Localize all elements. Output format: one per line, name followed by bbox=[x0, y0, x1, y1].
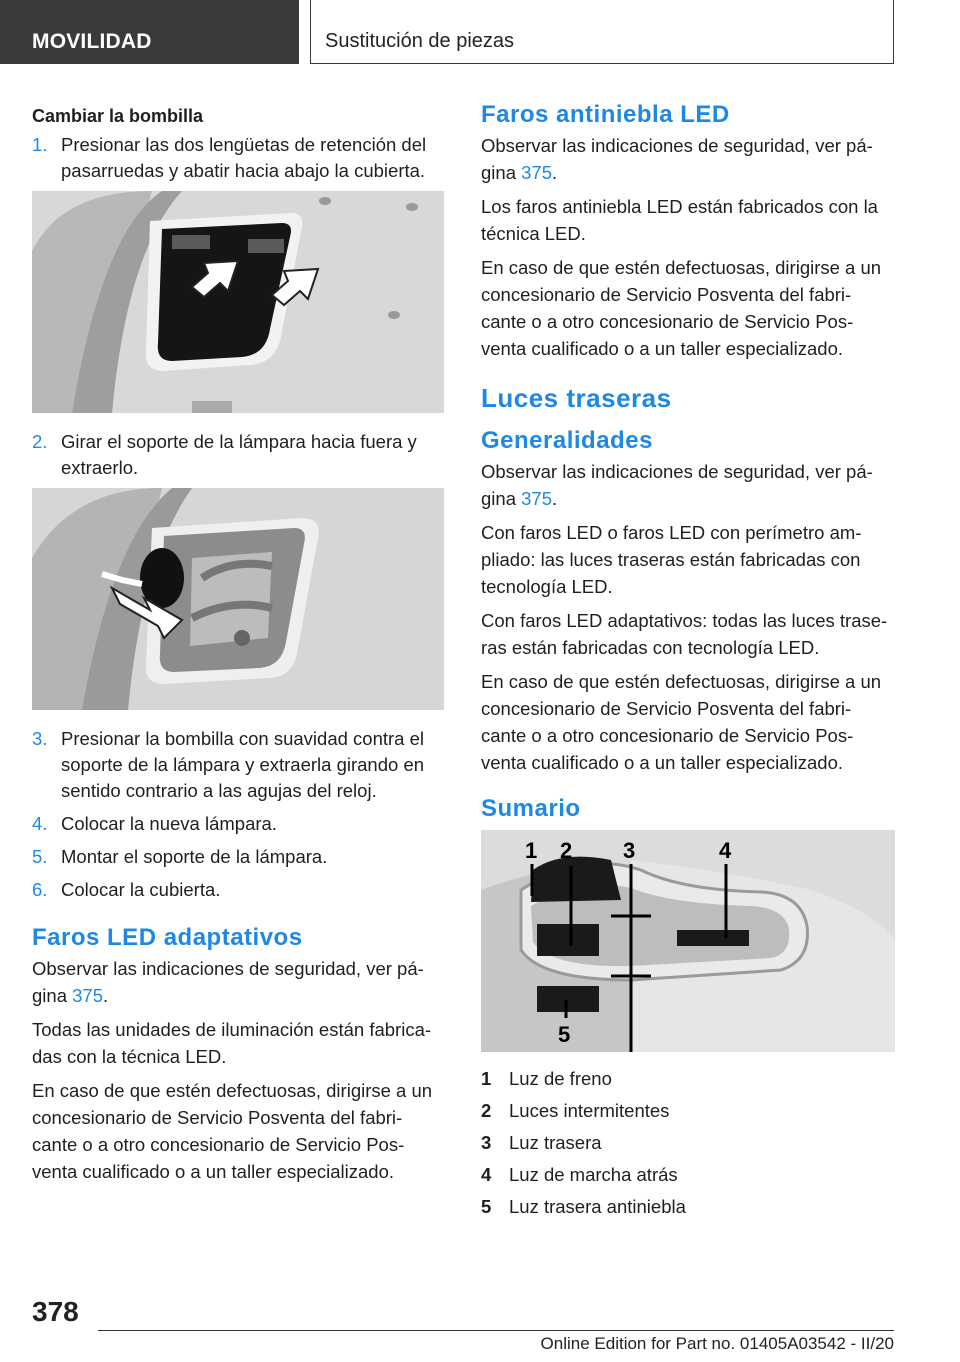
paragraph: En caso de que estén defectuosas, dirigirse a un concesionario de Servicio Posventa del fabri‐cante o a otro concesionario de Servicio Pos‐venta cualificado o a un taller especializado. bbox=[32, 1080, 433, 1182]
legend-text: Luz trasera bbox=[509, 1132, 602, 1153]
header-title-box bbox=[310, 0, 894, 64]
step-item bbox=[32, 877, 444, 903]
paragraph: En caso de que estén defectuosas, dirigirse a un concesionario de Servicio Posventa del fabri‐cante o a otro concesionario de Servicio Pos‐venta cualificado o a un taller especializado. bbox=[481, 671, 882, 773]
step-text: Presionar la bombilla con suavidad contra el soporte de la lámpara y extraerla girando en sentido contrario a las agujas del reloj. bbox=[61, 728, 425, 801]
header-section-tab bbox=[0, 0, 299, 64]
lamp-holder-illustration bbox=[32, 488, 444, 710]
legend-item bbox=[481, 1098, 895, 1124]
safety-text: Observar las indicaciones de seguridad, ver pá‐gina bbox=[481, 135, 873, 183]
legend-number: 4 bbox=[481, 1164, 492, 1185]
safety-text: Observar las indicaciones de seguridad, ver pá‐gina bbox=[32, 958, 424, 1006]
header-section-label: MOVILIDAD bbox=[32, 30, 152, 53]
safety-paragraph bbox=[32, 955, 444, 1009]
legend-text: Luz trasera antiniebla bbox=[509, 1196, 686, 1217]
step-number: 6. bbox=[32, 879, 48, 900]
legend-item bbox=[481, 1130, 895, 1156]
footer-edition: Online Edition for Part no. 01405A03542 - II/20 bbox=[540, 1334, 894, 1353]
page-link[interactable]: 375 bbox=[72, 985, 103, 1006]
callout-2: 2 bbox=[560, 838, 573, 863]
legend-item bbox=[481, 1066, 895, 1092]
step-number: 2. bbox=[32, 431, 48, 452]
right-column bbox=[481, 100, 895, 1226]
legend-number: 3 bbox=[481, 1132, 492, 1153]
step-text: Montar el soporte de la lámpara. bbox=[61, 846, 328, 867]
wheel-arch-cover-illustration bbox=[32, 191, 444, 413]
step-text: Presionar las dos lengüetas de retención del pasarruedas y abatir hacia abajo la cubierta. bbox=[61, 134, 427, 181]
section-title-general: Generalidades bbox=[481, 427, 653, 454]
header-title: Sustitución de piezas bbox=[325, 30, 515, 52]
figure-wheel-arch-cover bbox=[32, 191, 444, 413]
paragraph: En caso de que estén defectuosas, dirigirse a un concesionario de Servicio Posventa del fabri‐cante o a otro concesionario de Servicio Pos‐venta cualificado o a un taller especializado. bbox=[481, 257, 882, 359]
safety-text-end: . bbox=[552, 162, 558, 183]
step-item bbox=[32, 811, 444, 837]
step-text: Girar el soporte de la lámpara hacia fuera y extraerlo. bbox=[61, 431, 417, 478]
step-number: 5. bbox=[32, 846, 48, 867]
paragraph: Con faros LED o faros LED con perímetro am‐pliado: las luces traseras están fabricadas con tecnología LED. bbox=[481, 522, 862, 597]
callout-3: 3 bbox=[623, 838, 636, 863]
page-link[interactable]: 375 bbox=[521, 162, 552, 183]
legend-text: Luz de freno bbox=[509, 1068, 612, 1089]
safety-text: Observar las indicaciones de seguridad, ver pá‐gina bbox=[481, 461, 873, 509]
callout-4: 4 bbox=[719, 838, 732, 863]
figure-rear-light-overview bbox=[481, 830, 895, 1052]
safety-text-end: . bbox=[552, 488, 558, 509]
section-title-rear-lights: Luces traseras bbox=[481, 383, 672, 413]
safety-paragraph bbox=[481, 132, 895, 186]
step-number: 4. bbox=[32, 813, 48, 834]
section-title-overview: Sumario bbox=[481, 795, 581, 822]
callout-5: 5 bbox=[558, 1022, 571, 1047]
legend-text: Luz de marcha atrás bbox=[509, 1164, 678, 1185]
legend-text: Luces intermitentes bbox=[509, 1100, 670, 1121]
figure-lamp-holder bbox=[32, 488, 444, 710]
step-number: 3. bbox=[32, 728, 48, 749]
step-text: Colocar la cubierta. bbox=[61, 879, 221, 900]
rear-light-illustration bbox=[481, 830, 895, 1052]
paragraph: Los faros antiniebla LED están fabricados con la técnica LED. bbox=[481, 196, 878, 244]
legend-item bbox=[481, 1194, 895, 1220]
callout-1: 1 bbox=[525, 838, 538, 863]
footer-divider bbox=[98, 1330, 894, 1331]
left-column bbox=[32, 100, 444, 1192]
legend-item bbox=[481, 1162, 895, 1188]
step-item bbox=[32, 429, 444, 481]
legend-number: 2 bbox=[481, 1100, 492, 1121]
page-link[interactable]: 375 bbox=[521, 488, 552, 509]
subheading-change-bulb: Cambiar la bombilla bbox=[32, 106, 204, 126]
section-title-adaptive-led: Faros LED adaptativos bbox=[32, 924, 303, 951]
section-title-fog-lights: Faros antiniebla LED bbox=[481, 101, 730, 128]
paragraph: Con faros LED adaptativos: todas las luces trase‐ras están fabricadas con tecnología LED. bbox=[481, 610, 888, 658]
safety-text-end: . bbox=[103, 985, 109, 1006]
page-number: 378 bbox=[32, 1296, 79, 1327]
legend-number: 5 bbox=[481, 1196, 492, 1217]
legend-number: 1 bbox=[481, 1068, 492, 1089]
paragraph: Todas las unidades de iluminación están fabrica‐das con la técnica LED. bbox=[32, 1019, 432, 1067]
step-number: 1. bbox=[32, 134, 48, 155]
step-item bbox=[32, 726, 444, 804]
step-item bbox=[32, 132, 444, 184]
step-item bbox=[32, 844, 444, 870]
step-text: Colocar la nueva lámpara. bbox=[61, 813, 277, 834]
safety-paragraph bbox=[481, 458, 895, 512]
